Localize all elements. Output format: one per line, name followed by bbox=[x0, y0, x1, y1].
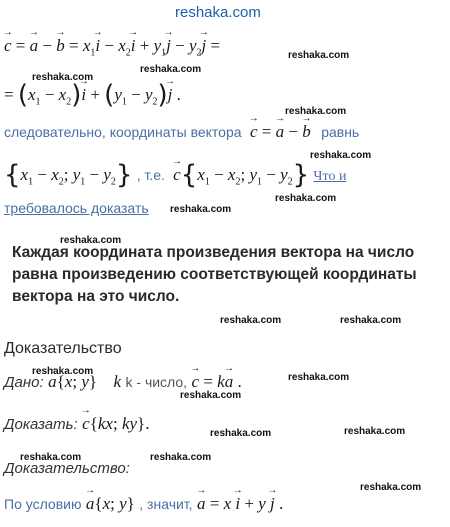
watermark: reshaka.com bbox=[220, 315, 282, 326]
watermark: reshaka.com bbox=[210, 428, 272, 439]
watermark: reshaka.com bbox=[340, 315, 402, 326]
qed-link-part2[interactable]: требовалось доказать bbox=[4, 200, 149, 216]
watermark: reshaka.com bbox=[310, 150, 372, 161]
conclusion-vector-eq: → c = → a − → b bbox=[250, 122, 311, 141]
last-vector: → a{x; y} bbox=[86, 494, 135, 513]
given-vector: → a{x; y} bbox=[48, 372, 97, 391]
conclusion-prefix: следовательно, координаты вектора bbox=[4, 124, 242, 140]
proof-label: Доказательство: bbox=[4, 460, 130, 477]
conclusion-suffix: равнь bbox=[321, 124, 360, 140]
prove-line bbox=[4, 414, 149, 434]
watermark: reshaka.com bbox=[32, 72, 94, 83]
watermark: reshaka.com bbox=[180, 390, 242, 401]
watermark: reshaka.com bbox=[288, 50, 350, 61]
watermark: reshaka.com bbox=[170, 204, 232, 215]
given-eq: → c = k→ a . bbox=[192, 372, 242, 391]
top-watermark: reshaka.com bbox=[175, 4, 261, 21]
watermark: reshaka.com bbox=[32, 366, 94, 377]
watermark: reshaka.com bbox=[275, 193, 337, 204]
qed-link-part2-row bbox=[4, 200, 149, 218]
given-k-text: k - число, bbox=[125, 374, 188, 390]
given-label: Дано: bbox=[4, 374, 44, 391]
last-prefix: По условию bbox=[4, 496, 82, 512]
qed-link-part1[interactable]: Что и bbox=[313, 169, 347, 184]
watermark: reshaka.com bbox=[20, 452, 82, 463]
last-line bbox=[4, 494, 283, 514]
watermark: reshaka.com bbox=[60, 235, 122, 246]
last-mid: , значит, bbox=[139, 496, 193, 512]
watermark: reshaka.com bbox=[288, 372, 350, 383]
watermark: reshaka.com bbox=[140, 64, 202, 75]
given-line: Дано: → a{x; y} k k - число, → c = k→ a . bbox=[4, 372, 242, 392]
last-eq: → a = x → i + y → j . bbox=[197, 494, 283, 513]
coordinates-line: {$x_1 - x_2$; $y_1 - y_2$} , т.е. → $c\{x_1 - x_2$; $y_1 - y_2$} Что и bbox=[4, 160, 346, 190]
conclusion-line bbox=[4, 122, 359, 142]
watermark: reshaka.com bbox=[285, 106, 347, 117]
proof-heading: Доказательство bbox=[4, 340, 122, 357]
prove-label: Доказать: bbox=[4, 416, 78, 433]
equation-line-1: → c = → a − → $b = x_1\to i - x_2\to i + y_1\to j - y_2\to j$ = bbox=[4, 36, 220, 58]
prove-expr: → c{kx; ky}. bbox=[82, 414, 149, 433]
watermark: reshaka.com bbox=[150, 452, 212, 463]
theorem-text: Каждая координата произведения вектора на число равна произведению соответствующей координаты вектора на это число. bbox=[12, 244, 417, 305]
te-text: , т.е. bbox=[136, 167, 165, 183]
watermark: reshaka.com bbox=[360, 482, 422, 493]
watermark: reshaka.com bbox=[344, 426, 406, 437]
equation-line-2: = $(x_1 - x_2)\to i + (y_1 - y_2)\to j$ . bbox=[4, 80, 181, 110]
